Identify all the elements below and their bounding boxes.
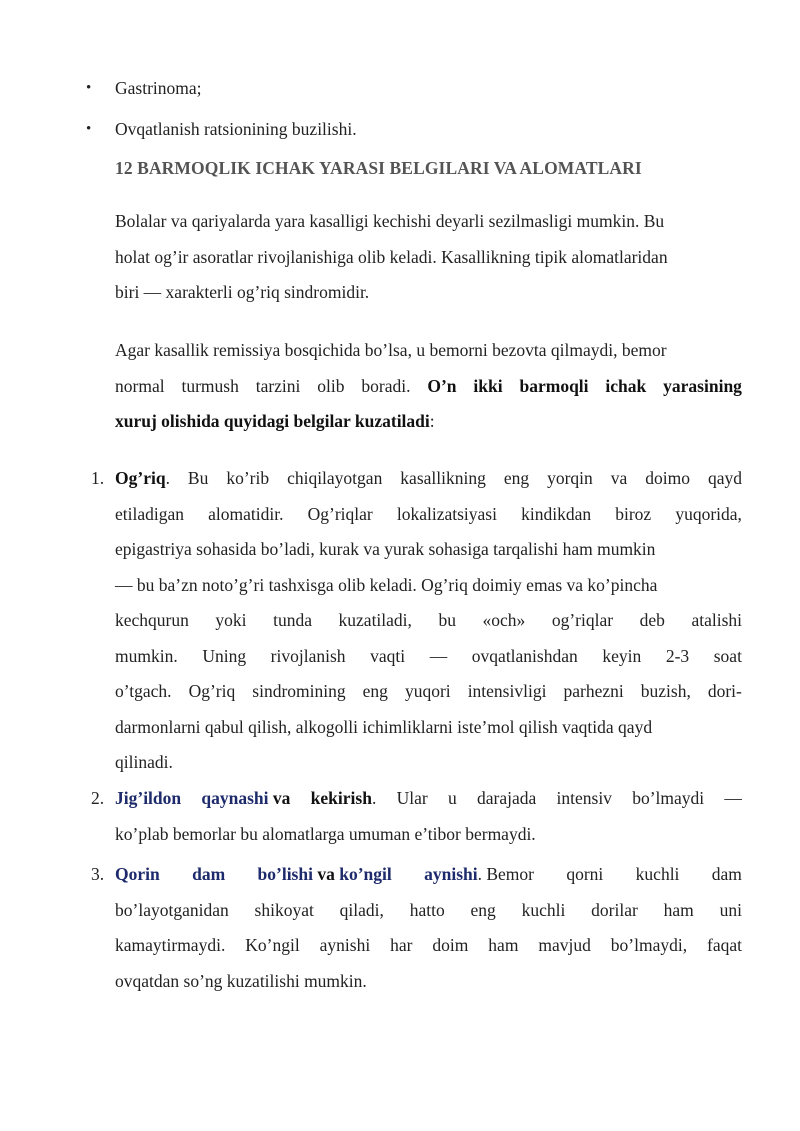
- word: Uning: [202, 645, 247, 666]
- word: kamaytirmaydi.: [115, 935, 226, 955]
- paragraph-line: Agar kasallik remissiya bosqichida bo’lsa, u bemorni bezovta qilmaydi, bemor: [115, 340, 667, 360]
- word: biroz: [615, 503, 652, 524]
- word: kechqurun: [115, 610, 189, 630]
- word: parhezni: [563, 681, 624, 701]
- list-item: [0, 72, 800, 113]
- word: eng: [503, 468, 530, 488]
- bullet-text: Gastrinoma;: [115, 78, 202, 98]
- word: buzish,: [640, 681, 691, 701]
- paragraph-line: Bolalar va qariyalarda yara kasalligi kechishi deyarli sezilmasligi mumkin. Bu: [115, 211, 665, 231]
- bold-term: kekirish: [310, 788, 372, 808]
- item-line: — bu ba’zn noto’g’ri tashxisga olib keladi. Og’riq doimiy emas va ko’pincha: [115, 574, 658, 595]
- word: soat: [713, 645, 742, 666]
- word: kindikdan: [521, 503, 592, 524]
- word: kuchli: [635, 864, 680, 884]
- word: eng: [362, 681, 388, 701]
- paragraph-intro: [115, 204, 742, 311]
- word: atalishi: [691, 610, 742, 630]
- item-body: [115, 461, 742, 781]
- word: og’riqlar: [551, 610, 614, 630]
- word: yoki: [215, 610, 247, 630]
- word: shikoyat: [254, 899, 314, 920]
- word: qiladi,: [339, 899, 384, 920]
- word: alomatidir.: [208, 503, 284, 524]
- item-line: [115, 603, 742, 639]
- bold-term: Og’riq: [115, 468, 166, 488]
- word: Bu: [187, 468, 209, 488]
- item-number: 3.: [91, 864, 105, 884]
- word: intensiv: [556, 788, 612, 808]
- highlight-term: bo’lishi: [257, 864, 313, 884]
- word: kuzatiladi,: [338, 610, 412, 630]
- item-line: [115, 639, 742, 675]
- word: 2-3: [665, 645, 690, 666]
- item-line: epigastriya sohasida bo’ladi, kurak va yurak sohasiga tarqalishi ham mumkin: [115, 539, 656, 559]
- word: Og’riq: [188, 681, 236, 701]
- bold-word: va: [317, 864, 335, 884]
- word: sindromining: [252, 681, 346, 701]
- word: chiqilayotgan: [287, 468, 383, 488]
- bold-word: barmoqli: [519, 375, 589, 396]
- punct: .: [371, 788, 377, 808]
- bullet-text: Ovqatlanish ratsionining buzilishi.: [115, 119, 357, 139]
- item-number: 1.: [91, 468, 105, 488]
- bold-word: va: [272, 788, 291, 808]
- word: qayd: [707, 468, 742, 488]
- item-line: [115, 781, 742, 817]
- word: kasallikning: [400, 468, 486, 488]
- word: Bemor: [486, 864, 534, 884]
- word: boradi.: [361, 375, 411, 396]
- word: —: [724, 788, 742, 808]
- item-line: [115, 857, 742, 893]
- word: qorni: [566, 864, 604, 884]
- word: —: [429, 645, 448, 666]
- word: aynishi: [319, 935, 371, 955]
- word: Og’riqlar: [307, 503, 373, 524]
- word: bo’layotganidan: [115, 899, 229, 920]
- term-group: [424, 857, 534, 893]
- word: dorilar: [591, 899, 638, 920]
- word: mavjud: [538, 935, 591, 955]
- item-number: 2.: [91, 788, 105, 808]
- bold-word: ikki: [473, 375, 503, 396]
- word: dam: [711, 864, 742, 884]
- section-heading: 12 BARMOQLIK ICHAK YARASI BELGILARI VA ALOMATLARI: [115, 158, 642, 178]
- word: turmush: [181, 375, 239, 396]
- word: yorqin: [547, 468, 593, 488]
- word: darajada: [476, 788, 537, 808]
- term-group: [201, 781, 290, 817]
- word: bo’lmaydi: [632, 788, 705, 808]
- word: mumkin.: [115, 645, 178, 666]
- word: Ular: [396, 788, 428, 808]
- list-item: [0, 113, 800, 154]
- paragraph-line: biri — xarakterli og’riq sindromidir.: [115, 282, 370, 302]
- highlight-term: aynishi: [424, 864, 478, 884]
- word: har: [390, 935, 413, 955]
- lead-term: Og’riq.: [115, 468, 170, 488]
- word: hatto: [409, 899, 445, 920]
- highlight-term: Qorin: [115, 864, 160, 884]
- word: keyin: [602, 645, 642, 666]
- word: uni: [719, 899, 742, 920]
- item-line: [115, 674, 742, 710]
- item-body: [115, 781, 742, 852]
- highlight-term: ko’ngil: [339, 864, 392, 884]
- word: yuqori: [404, 681, 451, 701]
- bullet-marker: •: [86, 80, 92, 96]
- word: bu: [438, 610, 456, 630]
- bold-phrase: xuruj olishida quyidagi belgilar kuzatiladi: [115, 411, 430, 431]
- word: Ko’ngil: [245, 935, 300, 955]
- word: etiladigan: [115, 503, 185, 524]
- word: vaqti: [370, 645, 406, 666]
- word: doim: [432, 935, 469, 955]
- word: olib: [317, 375, 345, 396]
- word: normal: [115, 375, 165, 396]
- paragraph-line-justified: [115, 369, 742, 405]
- bullet-marker: •: [86, 121, 92, 137]
- bold-word: ichak: [605, 375, 647, 396]
- word: va: [610, 468, 628, 488]
- paragraph-line: [115, 404, 742, 440]
- word: ko’rib: [226, 468, 270, 488]
- bold-word: yarasining: [663, 375, 742, 396]
- word: o’tgach.: [115, 681, 172, 701]
- highlight-term: dam: [192, 864, 226, 884]
- item-line: [115, 893, 742, 929]
- item-line: [115, 461, 742, 497]
- highlight-term: qaynashi: [201, 788, 269, 808]
- item-line: [115, 497, 742, 533]
- word: ham: [663, 899, 694, 920]
- word: bo’lmaydi,: [610, 935, 688, 955]
- highlight-term: Jig’ildon: [115, 788, 182, 808]
- paragraph-remission: [115, 333, 742, 440]
- punct: .: [477, 864, 482, 884]
- word: faqat: [707, 935, 742, 955]
- word: rivojlanish: [270, 645, 346, 666]
- word: lokalizatsiyasi: [396, 503, 497, 524]
- paragraph-line: holat og’ir asoratlar rivojlanishiga olib keladi. Kasallikning tipik alomatlaridan: [115, 246, 668, 267]
- word: «och»: [482, 610, 526, 630]
- item-line: qilinadi.: [115, 752, 173, 772]
- word: dori-: [707, 681, 742, 701]
- word: intensivligi: [467, 681, 547, 701]
- term-group: [258, 857, 392, 893]
- word: ovqatlanishdan: [471, 645, 578, 666]
- word: eng: [470, 899, 496, 920]
- bold-word: O’n: [427, 375, 457, 396]
- word: deb: [639, 610, 665, 630]
- item-line: ko’plab bemorlar bu alomatlarga umuman e’tibor bermaydi.: [115, 823, 536, 844]
- word: tunda: [273, 610, 312, 630]
- word: kuchli: [521, 899, 566, 920]
- bullet-list: [0, 72, 800, 154]
- item-line: ovqatdan so’ng kuzatilishi mumkin.: [115, 970, 367, 991]
- word: yuqorida,: [675, 503, 742, 524]
- word: u: [447, 788, 457, 808]
- word: ham: [488, 935, 519, 955]
- word: doimo: [645, 468, 690, 488]
- word: tarzini: [255, 375, 301, 396]
- item-body: [115, 857, 742, 999]
- item-line: darmonlarni qabul qilish, alkogolli ichimliklarni iste’mol qilish vaqtida qayd: [115, 716, 653, 737]
- colon: :: [429, 411, 435, 431]
- item-line: [115, 928, 742, 964]
- term-group: [311, 781, 377, 817]
